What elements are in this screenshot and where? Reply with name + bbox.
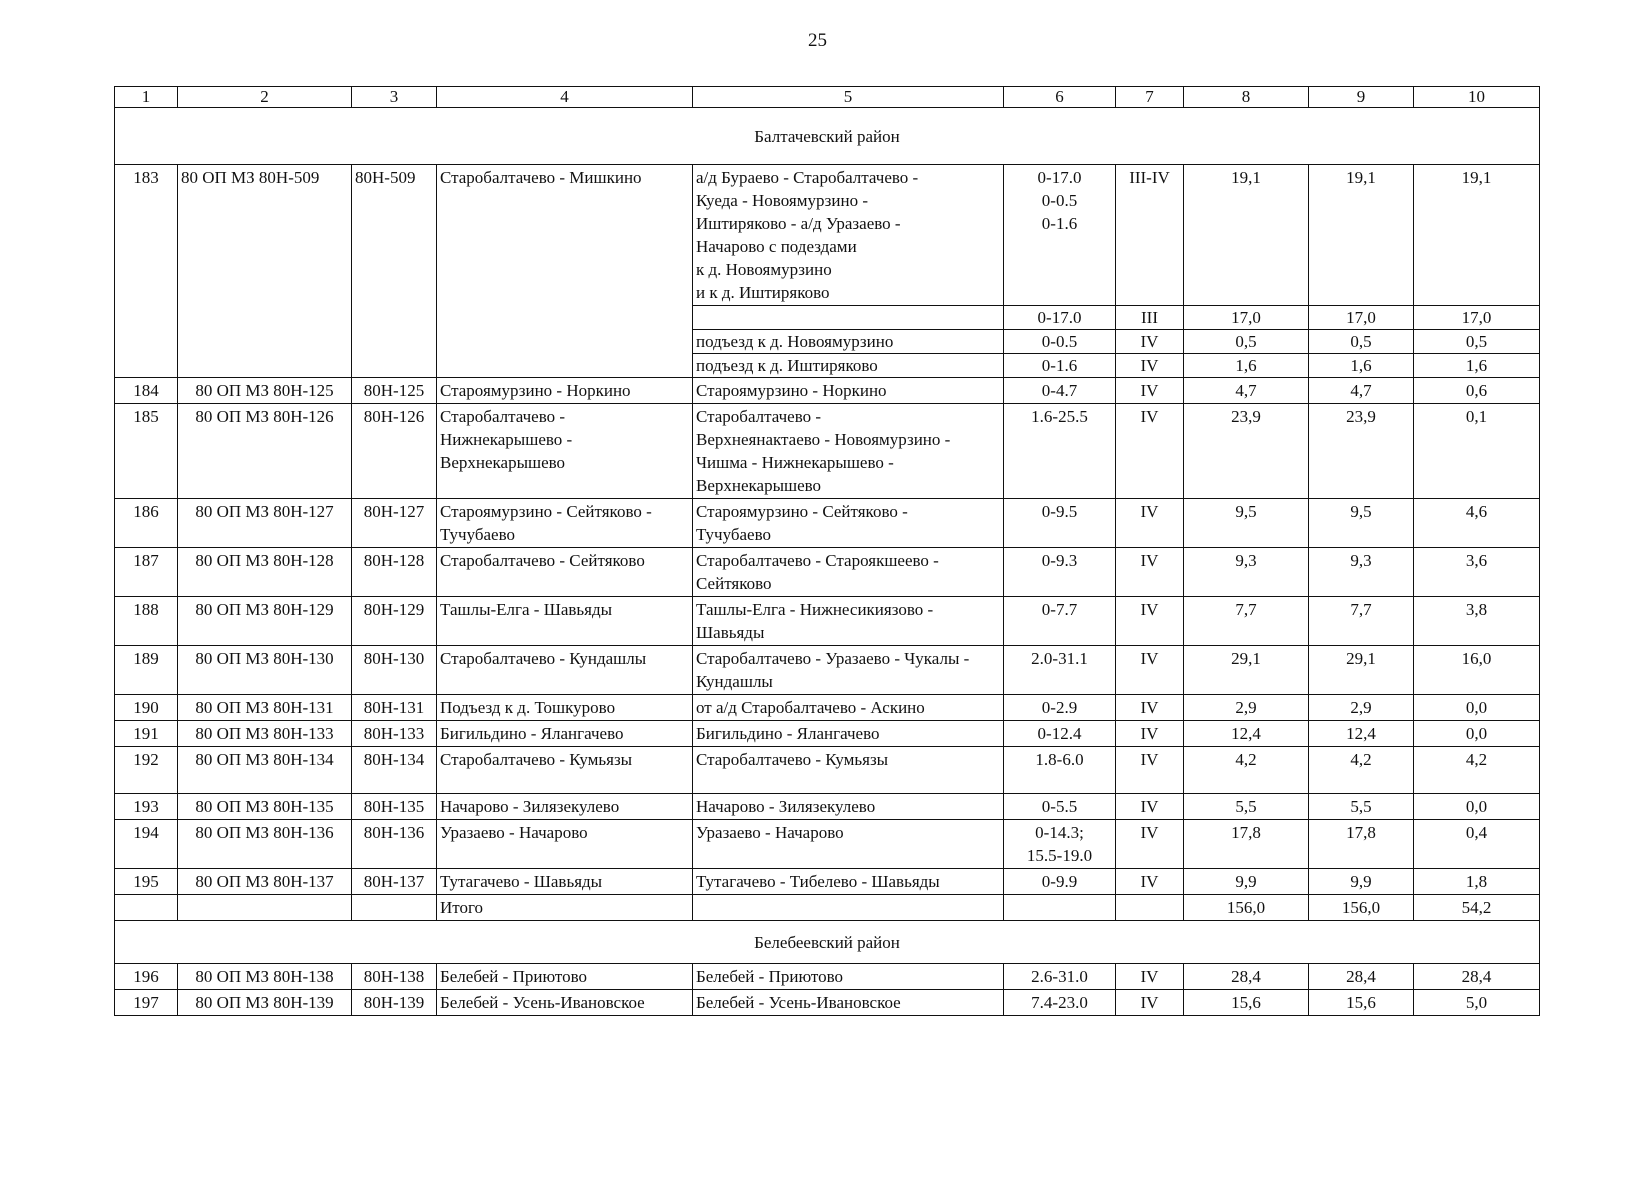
table-row bbox=[115, 794, 1540, 820]
road-id: 80Н-125 bbox=[352, 378, 437, 404]
total-row bbox=[115, 895, 1540, 921]
table-row bbox=[115, 597, 1540, 646]
row-number: 186 bbox=[115, 499, 178, 548]
road-category: IV bbox=[1116, 747, 1184, 794]
road-route: от а/д Старобалтачево - Аскино bbox=[693, 695, 1004, 721]
road-category: IV bbox=[1116, 794, 1184, 820]
table-row bbox=[115, 747, 1540, 794]
road-km: 0-7.7 bbox=[1004, 597, 1116, 646]
column-number: 6 bbox=[1004, 87, 1116, 108]
row-number: 193 bbox=[115, 794, 178, 820]
length-col8: 7,7 bbox=[1184, 597, 1309, 646]
row-number: 194 bbox=[115, 820, 178, 869]
table-row bbox=[115, 378, 1540, 404]
column-number: 8 bbox=[1184, 87, 1309, 108]
length-col9: 28,4 bbox=[1309, 964, 1414, 990]
road-code: 80 ОП МЗ 80Н-134 bbox=[178, 747, 352, 794]
length-col8: 4,2 bbox=[1184, 747, 1309, 794]
length-col9: 4,7 bbox=[1309, 378, 1414, 404]
road-code: 80 ОП МЗ 80Н-135 bbox=[178, 794, 352, 820]
table-row bbox=[115, 820, 1540, 869]
empty-cell bbox=[693, 895, 1004, 921]
road-category: IV bbox=[1116, 330, 1184, 354]
road-name: Начарово - Зилязекулево bbox=[437, 794, 693, 820]
road-id: 80Н-126 bbox=[352, 404, 437, 499]
road-km: 2.0-31.1 bbox=[1004, 646, 1116, 695]
road-km: 0-2.9 bbox=[1004, 695, 1116, 721]
length-col10: 0,0 bbox=[1414, 695, 1540, 721]
length-col8: 9,3 bbox=[1184, 548, 1309, 597]
road-category: IV bbox=[1116, 820, 1184, 869]
length-col9: 9,3 bbox=[1309, 548, 1414, 597]
road-route: Старобалтачево - Староякшеево - Сейтяково bbox=[693, 548, 1004, 597]
empty-cell bbox=[1116, 895, 1184, 921]
length-col8: 2,9 bbox=[1184, 695, 1309, 721]
road-km: 0-17.0 bbox=[1004, 306, 1116, 330]
table-row bbox=[115, 499, 1540, 548]
length-col9: 29,1 bbox=[1309, 646, 1414, 695]
road-km: 0-17.0 0-0.5 0-1.6 bbox=[1004, 165, 1116, 306]
column-number-row bbox=[115, 87, 1540, 108]
road-id: 80Н-130 bbox=[352, 646, 437, 695]
road-name: Белебей - Приютово bbox=[437, 964, 693, 990]
length-col8: 29,1 bbox=[1184, 646, 1309, 695]
row-number: 187 bbox=[115, 548, 178, 597]
road-km: 0-14.3; 15.5-19.0 bbox=[1004, 820, 1116, 869]
road-route: Бигильдино - Ялангачево bbox=[693, 721, 1004, 747]
row-number: 184 bbox=[115, 378, 178, 404]
road-km: 1.8-6.0 bbox=[1004, 747, 1116, 794]
table-row bbox=[115, 548, 1540, 597]
road-code: 80 ОП МЗ 80Н-127 bbox=[178, 499, 352, 548]
road-code: 80 ОП МЗ 80Н-131 bbox=[178, 695, 352, 721]
road-name: Старобалтачево - Сейтяково bbox=[437, 548, 693, 597]
road-code: 80 ОП МЗ 80Н-136 bbox=[178, 820, 352, 869]
road-id: 80Н-134 bbox=[352, 747, 437, 794]
road-name: Бигильдино - Ялангачево bbox=[437, 721, 693, 747]
district-name: Белебеевский район bbox=[115, 921, 1540, 964]
length-col9: 4,2 bbox=[1309, 747, 1414, 794]
road-code: 80 ОП МЗ 80Н-125 bbox=[178, 378, 352, 404]
length-col9: 5,5 bbox=[1309, 794, 1414, 820]
district-name: Балтачевский район bbox=[115, 108, 1540, 165]
road-name: Тутагачево - Шавьяды bbox=[437, 869, 693, 895]
road-name: Белебей - Усень-Ивановское bbox=[437, 990, 693, 1016]
length-col8: 4,7 bbox=[1184, 378, 1309, 404]
length-col9: 17,8 bbox=[1309, 820, 1414, 869]
length-col10: 19,1 bbox=[1414, 165, 1540, 306]
total-label: Итого bbox=[437, 895, 693, 921]
column-number: 9 bbox=[1309, 87, 1414, 108]
district-header-row bbox=[115, 108, 1540, 165]
road-route: подъезд к д. Новоямурзино bbox=[693, 330, 1004, 354]
road-route: Уразаево - Начарово bbox=[693, 820, 1004, 869]
length-col10: 4,6 bbox=[1414, 499, 1540, 548]
length-col8: 28,4 bbox=[1184, 964, 1309, 990]
road-km: 0-9.5 bbox=[1004, 499, 1116, 548]
column-number: 2 bbox=[178, 87, 352, 108]
empty-cell bbox=[352, 895, 437, 921]
road-id: 80Н-137 bbox=[352, 869, 437, 895]
length-col10: 1,8 bbox=[1414, 869, 1540, 895]
length-col10: 0,6 bbox=[1414, 378, 1540, 404]
road-name: Ташлы-Елга - Шавьяды bbox=[437, 597, 693, 646]
length-col9: 1,6 bbox=[1309, 354, 1414, 378]
length-col9: 7,7 bbox=[1309, 597, 1414, 646]
road-route: подъезд к д. Иштиряково bbox=[693, 354, 1004, 378]
road-route: а/д Бураево - Старобалтачево - Куеда - Новоямурзино - Иштиряково - а/д Уразаево - Начарово с подездами к д. Новоямурзино и к д. Иштиряково bbox=[693, 165, 1004, 306]
road-category: III-IV bbox=[1116, 165, 1184, 306]
road-km: 0-4.7 bbox=[1004, 378, 1116, 404]
length-col10: 0,1 bbox=[1414, 404, 1540, 499]
column-number: 10 bbox=[1414, 87, 1540, 108]
length-col10: 1,6 bbox=[1414, 354, 1540, 378]
road-km: 0-1.6 bbox=[1004, 354, 1116, 378]
length-col8: 1,6 bbox=[1184, 354, 1309, 378]
road-route: Тутагачево - Тибелево - Шавьяды bbox=[693, 869, 1004, 895]
length-col9: 12,4 bbox=[1309, 721, 1414, 747]
road-id: 80Н-127 bbox=[352, 499, 437, 548]
length-col8: 15,6 bbox=[1184, 990, 1309, 1016]
road-route: Староямурзино - Норкино bbox=[693, 378, 1004, 404]
length-col9: 19,1 bbox=[1309, 165, 1414, 306]
length-col10: 3,6 bbox=[1414, 548, 1540, 597]
road-route: Ташлы-Елга - Нижнесикиязово - Шавьяды bbox=[693, 597, 1004, 646]
road-km: 0-5.5 bbox=[1004, 794, 1116, 820]
road-route: Старобалтачево - Уразаево - Чукалы - Кундашлы bbox=[693, 646, 1004, 695]
road-name: Староямурзино - Сейтяково - Тучубаево bbox=[437, 499, 693, 548]
road-route: Старобалтачево - Кумьязы bbox=[693, 747, 1004, 794]
length-col10: 0,0 bbox=[1414, 794, 1540, 820]
road-km: 1.6-25.5 bbox=[1004, 404, 1116, 499]
column-number: 3 bbox=[352, 87, 437, 108]
column-number: 1 bbox=[115, 87, 178, 108]
road-category: IV bbox=[1116, 721, 1184, 747]
row-number: 191 bbox=[115, 721, 178, 747]
length-col8: 9,5 bbox=[1184, 499, 1309, 548]
table-row bbox=[115, 165, 1540, 306]
empty-cell bbox=[178, 895, 352, 921]
district-header-row bbox=[115, 921, 1540, 964]
length-col9: 15,6 bbox=[1309, 990, 1414, 1016]
page-number: 25 bbox=[808, 30, 827, 51]
road-km: 0-0.5 bbox=[1004, 330, 1116, 354]
road-km: 0-9.9 bbox=[1004, 869, 1116, 895]
table-row bbox=[115, 646, 1540, 695]
road-category: IV bbox=[1116, 499, 1184, 548]
table-row bbox=[115, 695, 1540, 721]
road-route: Старобалтачево - Верхнеянактаево - Новоямурзино - Чишма - Нижнекарышево - Верхнекарышево bbox=[693, 404, 1004, 499]
road-code: 80 ОП МЗ 80Н-129 bbox=[178, 597, 352, 646]
road-km: 0-9.3 bbox=[1004, 548, 1116, 597]
column-number: 4 bbox=[437, 87, 693, 108]
road-name: Подъезд к д. Тошкурово bbox=[437, 695, 693, 721]
length-col10: 28,4 bbox=[1414, 964, 1540, 990]
roads-table bbox=[114, 86, 1540, 1016]
road-km: 0-12.4 bbox=[1004, 721, 1116, 747]
road-code: 80 ОП МЗ 80Н-139 bbox=[178, 990, 352, 1016]
road-name: Старобалтачево - Нижнекарышево - Верхнекарышево bbox=[437, 404, 693, 499]
length-col10: 0,4 bbox=[1414, 820, 1540, 869]
length-col8: 5,5 bbox=[1184, 794, 1309, 820]
length-col9: 9,5 bbox=[1309, 499, 1414, 548]
road-category: IV bbox=[1116, 646, 1184, 695]
length-col10: 4,2 bbox=[1414, 747, 1540, 794]
empty-cell bbox=[115, 895, 178, 921]
length-col8: 23,9 bbox=[1184, 404, 1309, 499]
road-id: 80Н-129 bbox=[352, 597, 437, 646]
road-km: 2.6-31.0 bbox=[1004, 964, 1116, 990]
length-col8: 9,9 bbox=[1184, 869, 1309, 895]
length-col10: 17,0 bbox=[1414, 306, 1540, 330]
road-code: 80 ОП МЗ 80Н-509 bbox=[178, 165, 352, 378]
column-number: 7 bbox=[1116, 87, 1184, 108]
column-number: 5 bbox=[693, 87, 1004, 108]
road-category: IV bbox=[1116, 869, 1184, 895]
table-row bbox=[115, 964, 1540, 990]
road-name: Староямурзино - Норкино bbox=[437, 378, 693, 404]
length-col10: 0,5 bbox=[1414, 330, 1540, 354]
road-id: 80Н-139 bbox=[352, 990, 437, 1016]
length-col10: 0,0 bbox=[1414, 721, 1540, 747]
road-code: 80 ОП МЗ 80Н-128 bbox=[178, 548, 352, 597]
road-route: Староямурзино - Сейтяково - Тучубаево bbox=[693, 499, 1004, 548]
road-code: 80 ОП МЗ 80Н-137 bbox=[178, 869, 352, 895]
road-name: Старобалтачево - Кундашлы bbox=[437, 646, 693, 695]
road-code: 80 ОП МЗ 80Н-126 bbox=[178, 404, 352, 499]
table-row bbox=[115, 869, 1540, 895]
row-number: 189 bbox=[115, 646, 178, 695]
length-col9: 9,9 bbox=[1309, 869, 1414, 895]
length-col8: 19,1 bbox=[1184, 165, 1309, 306]
road-category: IV bbox=[1116, 378, 1184, 404]
row-number: 192 bbox=[115, 747, 178, 794]
total-col9: 156,0 bbox=[1309, 895, 1414, 921]
road-id: 80Н-509 bbox=[352, 165, 437, 378]
empty-cell bbox=[1004, 895, 1116, 921]
road-category: III bbox=[1116, 306, 1184, 330]
length-col10: 16,0 bbox=[1414, 646, 1540, 695]
row-number: 197 bbox=[115, 990, 178, 1016]
table-row bbox=[115, 404, 1540, 499]
length-col10: 3,8 bbox=[1414, 597, 1540, 646]
length-col9: 2,9 bbox=[1309, 695, 1414, 721]
length-col10: 5,0 bbox=[1414, 990, 1540, 1016]
row-number: 183 bbox=[115, 165, 178, 378]
road-category: IV bbox=[1116, 354, 1184, 378]
road-code: 80 ОП МЗ 80Н-138 bbox=[178, 964, 352, 990]
row-number: 188 bbox=[115, 597, 178, 646]
road-km: 7.4-23.0 bbox=[1004, 990, 1116, 1016]
length-col9: 17,0 bbox=[1309, 306, 1414, 330]
road-code: 80 ОП МЗ 80Н-133 bbox=[178, 721, 352, 747]
road-name: Старобалтачево - Мишкино bbox=[437, 165, 693, 378]
road-route: Белебей - Приютово bbox=[693, 964, 1004, 990]
length-col9: 23,9 bbox=[1309, 404, 1414, 499]
road-route: Начарово - Зилязекулево bbox=[693, 794, 1004, 820]
road-id: 80Н-128 bbox=[352, 548, 437, 597]
length-col8: 0,5 bbox=[1184, 330, 1309, 354]
table-row bbox=[115, 990, 1540, 1016]
road-category: IV bbox=[1116, 990, 1184, 1016]
row-number: 185 bbox=[115, 404, 178, 499]
total-col10: 54,2 bbox=[1414, 895, 1540, 921]
row-number: 196 bbox=[115, 964, 178, 990]
road-name: Уразаево - Начарово bbox=[437, 820, 693, 869]
road-id: 80Н-131 bbox=[352, 695, 437, 721]
length-col8: 12,4 bbox=[1184, 721, 1309, 747]
road-route: Белебей - Усень-Ивановское bbox=[693, 990, 1004, 1016]
road-id: 80Н-135 bbox=[352, 794, 437, 820]
road-id: 80Н-136 bbox=[352, 820, 437, 869]
road-category: IV bbox=[1116, 597, 1184, 646]
road-category: IV bbox=[1116, 404, 1184, 499]
length-col9: 0,5 bbox=[1309, 330, 1414, 354]
road-name: Старобалтачево - Кумьязы bbox=[437, 747, 693, 794]
road-id: 80Н-138 bbox=[352, 964, 437, 990]
length-col8: 17,8 bbox=[1184, 820, 1309, 869]
row-number: 195 bbox=[115, 869, 178, 895]
road-id: 80Н-133 bbox=[352, 721, 437, 747]
road-category: IV bbox=[1116, 695, 1184, 721]
row-number: 190 bbox=[115, 695, 178, 721]
road-route bbox=[693, 306, 1004, 330]
road-code: 80 ОП МЗ 80Н-130 bbox=[178, 646, 352, 695]
length-col8: 17,0 bbox=[1184, 306, 1309, 330]
road-category: IV bbox=[1116, 964, 1184, 990]
total-col8: 156,0 bbox=[1184, 895, 1309, 921]
road-category: IV bbox=[1116, 548, 1184, 597]
table-row bbox=[115, 721, 1540, 747]
